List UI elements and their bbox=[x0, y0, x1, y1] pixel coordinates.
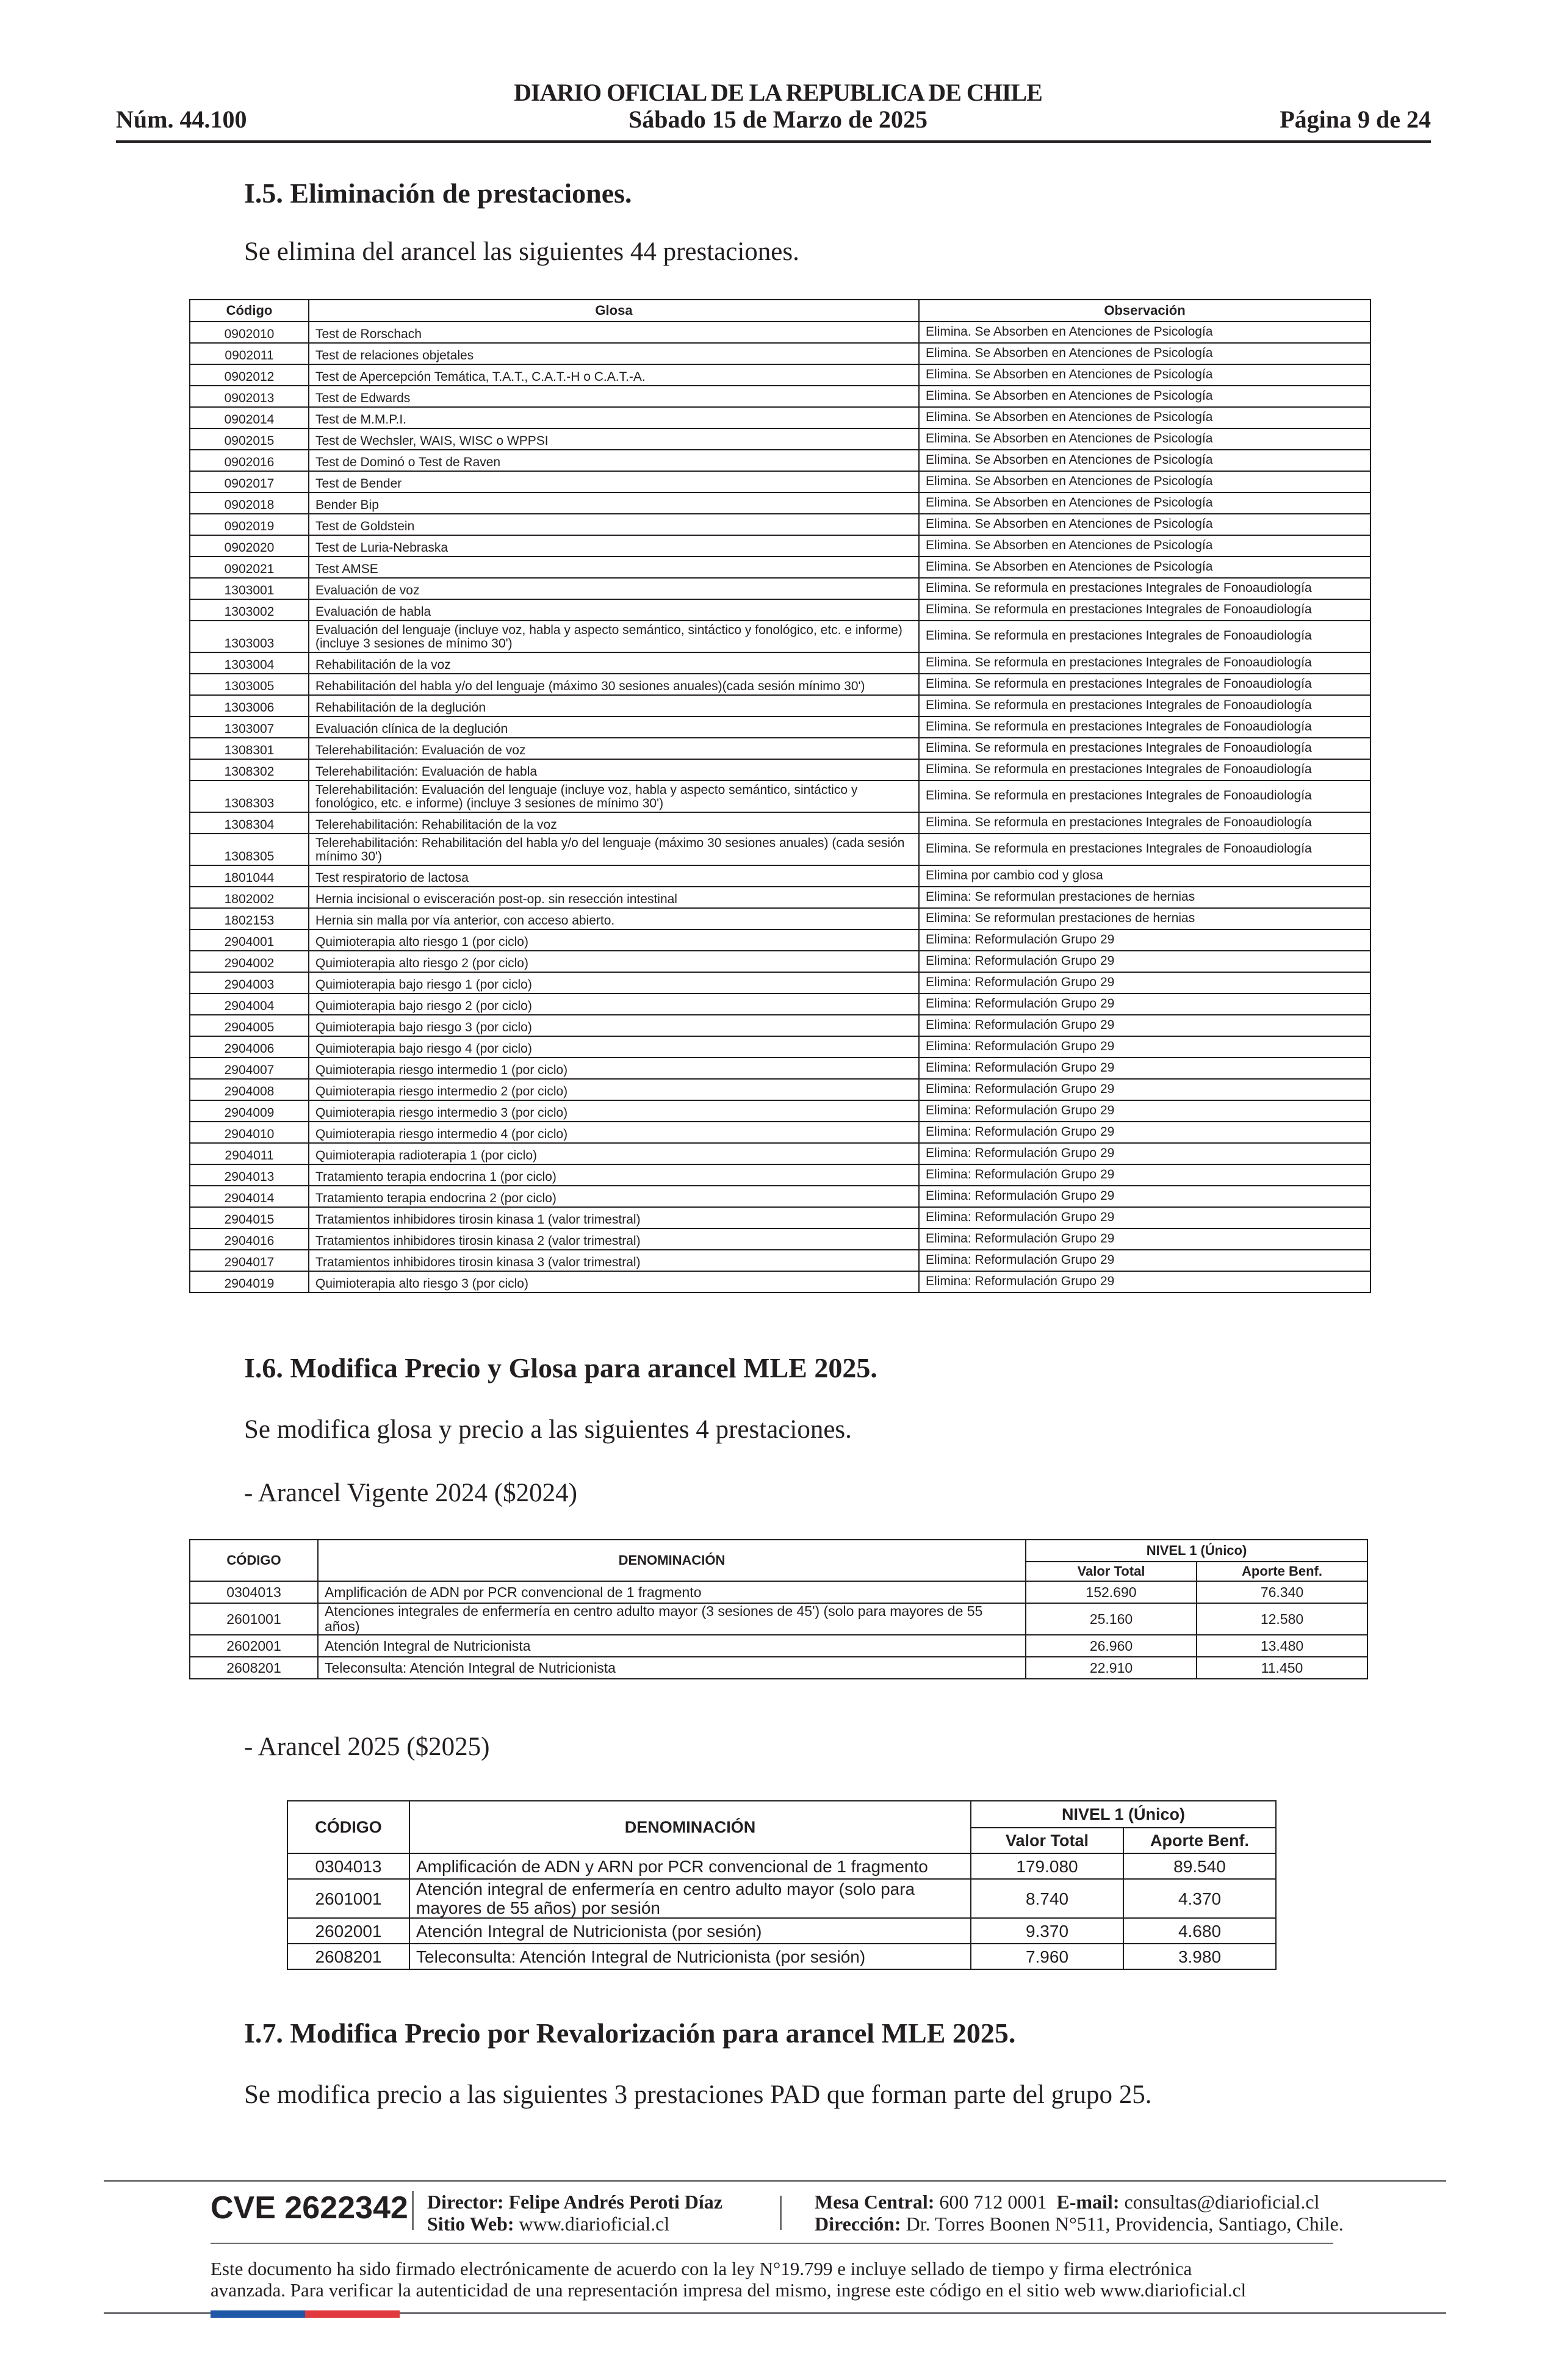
cell-glosa: Test de Apercepción Temática, T.A.T., C.A.T.-H o C.A.T.-A. bbox=[309, 364, 919, 386]
cell-glosa: Telerehabilitación: Evaluación del lenguaje (incluye voz, habla y aspecto semántico, sintáctico y fonológico, etc. e informe) (incluye 3 sesiones de mínimo 30') bbox=[309, 781, 919, 812]
table-row bbox=[190, 407, 1371, 428]
cell-glosa: Test de Dominó o Test de Raven bbox=[309, 450, 919, 471]
col-header-aporte: Aporte Benf. bbox=[1123, 1828, 1276, 1853]
cell-denominacion: Atenciones integrales de enfermería en centro adulto mayor (3 sesiones de 45') (solo para mayores de 55 años) bbox=[318, 1603, 1026, 1635]
cell-denominacion: Atención Integral de Nutricionista (por sesión) bbox=[409, 1918, 971, 1944]
cell-codigo: 0902014 bbox=[190, 407, 309, 428]
cell-glosa: Evaluación de voz bbox=[309, 578, 919, 599]
cell-glosa: Test AMSE bbox=[309, 557, 919, 578]
cell-glosa: Quimioterapia riesgo intermedio 4 (por ciclo) bbox=[309, 1122, 919, 1143]
section-i7-intro: Se modifica precio a las siguientes 3 prestaciones PAD que forman parte del grupo 25. bbox=[244, 2080, 1152, 2109]
footer-top-rule bbox=[104, 2180, 1446, 2182]
cell-observacion: Elimina. Se reformula en prestaciones Integrales de Fonoaudiología bbox=[919, 759, 1371, 781]
cell-valor-total: 152.690 bbox=[1026, 1581, 1197, 1603]
table-row bbox=[190, 865, 1371, 887]
table-row bbox=[190, 716, 1371, 738]
table-header-row bbox=[190, 300, 1371, 322]
flag-stripe-red bbox=[305, 2310, 400, 2318]
table-row bbox=[190, 695, 1371, 716]
cell-glosa: Quimioterapia alto riesgo 3 (por ciclo) bbox=[309, 1271, 919, 1293]
cell-codigo: 1308302 bbox=[190, 759, 309, 781]
cell-aporte: 13.480 bbox=[1197, 1635, 1367, 1657]
cell-observacion: Elimina por cambio cod y glosa bbox=[919, 865, 1371, 887]
cell-codigo: 2904019 bbox=[190, 1271, 309, 1293]
cell-glosa: Test de Goldstein bbox=[309, 514, 919, 535]
direccion-label: Dirección: bbox=[815, 2213, 901, 2235]
cell-glosa: Test de Wechsler, WAIS, WISC o WPPSI bbox=[309, 428, 919, 450]
cell-observacion: Elimina. Se reformula en prestaciones Integrales de Fonoaudiología bbox=[919, 781, 1371, 812]
cell-observacion: Elimina. Se reformula en prestaciones Integrales de Fonoaudiología bbox=[919, 652, 1371, 674]
cell-observacion: Elimina. Se reformula en prestaciones Integrales de Fonoaudiología bbox=[919, 578, 1371, 599]
col-header-nivel: NIVEL 1 (Único) bbox=[1026, 1540, 1367, 1562]
table-row bbox=[287, 1853, 1276, 1879]
cell-aporte: 4.370 bbox=[1123, 1879, 1276, 1918]
cell-glosa: Tratamientos inhibidores tirosin kinasa 2 (valor trimestral) bbox=[309, 1228, 919, 1250]
cell-codigo: 0902018 bbox=[190, 492, 309, 514]
publication-date: Sábado 15 de Marzo de 2025 bbox=[629, 106, 927, 133]
table-row bbox=[190, 1015, 1371, 1036]
cell-codigo: 2904009 bbox=[190, 1100, 309, 1122]
table-row bbox=[190, 450, 1371, 471]
col-header-valor-total: Valor Total bbox=[1026, 1562, 1197, 1581]
cell-valor-total: 179.080 bbox=[971, 1853, 1123, 1879]
table-row bbox=[190, 599, 1371, 621]
cell-observacion: Elimina: Reformulación Grupo 29 bbox=[919, 1228, 1371, 1250]
table-row bbox=[190, 929, 1371, 951]
cell-observacion: Elimina. Se Absorben en Atenciones de Psicología bbox=[919, 343, 1371, 364]
cell-codigo: 0902010 bbox=[190, 322, 309, 343]
table-row bbox=[190, 1603, 1367, 1635]
cell-glosa: Quimioterapia bajo riesgo 4 (por ciclo) bbox=[309, 1036, 919, 1058]
cell-glosa: Test respiratorio de lactosa bbox=[309, 865, 919, 887]
arancel-2024-table bbox=[189, 1539, 1368, 1679]
section-i7-title: I.7. Modifica Precio por Revalorización para arancel MLE 2025. bbox=[244, 2018, 1016, 2049]
col-header-codigo: Código bbox=[190, 300, 309, 322]
cell-glosa: Quimioterapia radioterapia 1 (por ciclo) bbox=[309, 1143, 919, 1164]
col-header-valor-total: Valor Total bbox=[971, 1828, 1123, 1853]
director-label: Director: bbox=[427, 2191, 504, 2213]
table-row bbox=[190, 1186, 1371, 1207]
mesa-label: Mesa Central: bbox=[815, 2191, 935, 2213]
table-row bbox=[190, 428, 1371, 450]
table-row bbox=[190, 887, 1371, 908]
table-row bbox=[190, 972, 1371, 993]
flag-stripe-blue bbox=[211, 2310, 305, 2318]
cell-glosa: Telerehabilitación: Evaluación de voz bbox=[309, 738, 919, 759]
table-row bbox=[190, 1250, 1371, 1271]
publication-title: DIARIO OFICIAL DE LA REPUBLICA DE CHILE bbox=[514, 79, 1042, 106]
cell-codigo: 1303004 bbox=[190, 652, 309, 674]
cell-codigo: 0902016 bbox=[190, 450, 309, 471]
cell-observacion: Elimina. Se Absorben en Atenciones de Psicología bbox=[919, 535, 1371, 557]
footer-legal-notice bbox=[211, 2258, 1370, 2301]
cell-observacion: Elimina. Se reformula en prestaciones Integrales de Fonoaudiología bbox=[919, 716, 1371, 738]
page-indicator: Página 9 de 24 bbox=[1280, 106, 1431, 133]
table-row bbox=[190, 1122, 1371, 1143]
cell-observacion: Elimina: Reformulación Grupo 29 bbox=[919, 1079, 1371, 1100]
cell-codigo: 0902017 bbox=[190, 471, 309, 492]
table-row bbox=[190, 738, 1371, 759]
cell-observacion: Elimina. Se Absorben en Atenciones de Psicología bbox=[919, 492, 1371, 514]
cell-aporte: 76.340 bbox=[1197, 1581, 1367, 1603]
cell-codigo: 2602001 bbox=[190, 1635, 318, 1657]
mesa-phone: 600 712 0001 bbox=[939, 2191, 1047, 2213]
table-row bbox=[190, 557, 1371, 578]
cell-codigo: 1303003 bbox=[190, 621, 309, 652]
cell-aporte: 3.980 bbox=[1123, 1944, 1276, 1969]
table-row bbox=[190, 1143, 1371, 1164]
cell-glosa: Quimioterapia alto riesgo 2 (por ciclo) bbox=[309, 951, 919, 972]
cell-denominacion: Amplificación de ADN y ARN por PCR convencional de 1 fragmento bbox=[409, 1853, 971, 1879]
cell-observacion: Elimina. Se Absorben en Atenciones de Psicología bbox=[919, 450, 1371, 471]
table-row bbox=[190, 322, 1371, 343]
cell-glosa: Bender Bip bbox=[309, 492, 919, 514]
cell-glosa: Tratamientos inhibidores tirosin kinasa 1 (valor trimestral) bbox=[309, 1207, 919, 1228]
section-i5-title: I.5. Eliminación de prestaciones. bbox=[244, 178, 632, 209]
cell-glosa: Rehabilitación del habla y/o del lenguaje (máximo 30 sesiones anuales)(cada sesión mínimo 30') bbox=[309, 674, 919, 695]
table-row bbox=[190, 1657, 1367, 1679]
table-row bbox=[190, 993, 1371, 1015]
cell-glosa: Quimioterapia alto riesgo 1 (por ciclo) bbox=[309, 929, 919, 951]
cell-codigo: 1802002 bbox=[190, 887, 309, 908]
cell-observacion: Elimina. Se Absorben en Atenciones de Psicología bbox=[919, 514, 1371, 535]
cve-code: CVE 2622342 bbox=[211, 2190, 408, 2226]
cell-glosa: Tratamiento terapia endocrina 1 (por ciclo) bbox=[309, 1164, 919, 1186]
cell-observacion: Elimina. Se reformula en prestaciones Integrales de Fonoaudiología bbox=[919, 834, 1371, 865]
cell-codigo: 2601001 bbox=[287, 1879, 409, 1918]
cell-codigo: 0902021 bbox=[190, 557, 309, 578]
col-header-aporte: Aporte Benf. bbox=[1197, 1562, 1367, 1581]
cell-valor-total: 26.960 bbox=[1026, 1635, 1197, 1657]
cell-glosa: Evaluación del lenguaje (incluye voz, habla y aspecto semántico, sintáctico y fonológico, etc. e informe) (incluye 3 sesiones de mínimo 30') bbox=[309, 621, 919, 652]
cell-denominacion: Atención integral de enfermería en centro adulto mayor (solo para mayores de 55 años) por sesión bbox=[409, 1879, 971, 1918]
table-row bbox=[190, 834, 1371, 865]
header-rule bbox=[116, 140, 1431, 143]
web-label: Sitio Web: bbox=[427, 2213, 514, 2235]
cell-observacion: Elimina. Se reformula en prestaciones Integrales de Fonoaudiología bbox=[919, 599, 1371, 621]
cell-aporte: 12.580 bbox=[1197, 1603, 1367, 1635]
table-row bbox=[190, 759, 1371, 781]
cell-codigo: 2904006 bbox=[190, 1036, 309, 1058]
cell-codigo: 2904014 bbox=[190, 1186, 309, 1207]
cell-glosa: Quimioterapia riesgo intermedio 2 (por ciclo) bbox=[309, 1079, 919, 1100]
cell-observacion: Elimina. Se reformula en prestaciones Integrales de Fonoaudiología bbox=[919, 812, 1371, 834]
cell-denominacion: Amplificación de ADN por PCR convencional de 1 fragmento bbox=[318, 1581, 1026, 1603]
cell-glosa: Rehabilitación de la voz bbox=[309, 652, 919, 674]
cell-observacion: Elimina. Se reformula en prestaciones Integrales de Fonoaudiología bbox=[919, 695, 1371, 716]
cell-observacion: Elimina: Reformulación Grupo 29 bbox=[919, 993, 1371, 1015]
cell-glosa: Quimioterapia bajo riesgo 3 (por ciclo) bbox=[309, 1015, 919, 1036]
cell-glosa: Tratamiento terapia endocrina 2 (por ciclo) bbox=[309, 1186, 919, 1207]
cell-observacion: Elimina: Reformulación Grupo 29 bbox=[919, 1100, 1371, 1122]
cell-observacion: Elimina: Reformulación Grupo 29 bbox=[919, 1164, 1371, 1186]
director-name: Felipe Andrés Peroti Díaz bbox=[508, 2191, 722, 2213]
table-row bbox=[190, 386, 1371, 407]
table-row bbox=[190, 674, 1371, 695]
cell-codigo: 2904008 bbox=[190, 1079, 309, 1100]
cell-observacion: Elimina: Reformulación Grupo 29 bbox=[919, 1271, 1371, 1293]
cell-codigo: 2608201 bbox=[287, 1944, 409, 1969]
cell-codigo: 1303005 bbox=[190, 674, 309, 695]
cell-codigo: 2904005 bbox=[190, 1015, 309, 1036]
cell-glosa: Telerehabilitación: Rehabilitación del habla y/o del lenguaje (máximo 30 sesiones anuales) (cada sesión mínimo 30') bbox=[309, 834, 919, 865]
cell-observacion: Elimina. Se Absorben en Atenciones de Psicología bbox=[919, 428, 1371, 450]
legal-line-2: avanzada. Para verificar la autenticidad de una representación impresa del mismo, ingrese este código en el sitio web www.diarioficial.cl bbox=[211, 2279, 1247, 2301]
col-header-codigo: CÓDIGO bbox=[190, 1540, 318, 1581]
cell-glosa: Hernia incisional o evisceración post-op. sin resección intestinal bbox=[309, 887, 919, 908]
cell-codigo: 0902011 bbox=[190, 343, 309, 364]
cell-valor-total: 22.910 bbox=[1026, 1657, 1197, 1679]
cell-observacion: Elimina. Se Absorben en Atenciones de Psicología bbox=[919, 471, 1371, 492]
cell-codigo: 2904001 bbox=[190, 929, 309, 951]
cell-codigo: 1308304 bbox=[190, 812, 309, 834]
table-row bbox=[190, 1228, 1371, 1250]
cell-codigo: 2608201 bbox=[190, 1657, 318, 1679]
eliminated-services-table bbox=[189, 299, 1371, 1293]
section-i5-intro: Se elimina del arancel las siguientes 44 prestaciones. bbox=[244, 237, 799, 266]
cell-glosa: Test de relaciones objetales bbox=[309, 343, 919, 364]
table-row bbox=[190, 471, 1371, 492]
cell-codigo: 0902015 bbox=[190, 428, 309, 450]
cell-observacion: Elimina. Se Absorben en Atenciones de Psicología bbox=[919, 386, 1371, 407]
cell-valor-total: 7.960 bbox=[971, 1944, 1123, 1969]
table-row bbox=[190, 343, 1371, 364]
cell-glosa: Test de Luria-Nebraska bbox=[309, 535, 919, 557]
cell-observacion: Elimina: Reformulación Grupo 29 bbox=[919, 1207, 1371, 1228]
col-header-observacion: Observación bbox=[919, 300, 1371, 322]
footer-divider bbox=[412, 2191, 414, 2230]
col-header-denominacion: DENOMINACIÓN bbox=[409, 1801, 971, 1853]
col-header-codigo: CÓDIGO bbox=[287, 1801, 409, 1853]
cell-observacion: Elimina. Se reformula en prestaciones Integrales de Fonoaudiología bbox=[919, 621, 1371, 652]
table-row bbox=[190, 1271, 1371, 1293]
cell-codigo: 1303002 bbox=[190, 599, 309, 621]
arancel-2025-label: - Arancel 2025 ($2025) bbox=[244, 1733, 490, 1761]
cell-codigo: 1801044 bbox=[190, 865, 309, 887]
table-row bbox=[190, 652, 1371, 674]
cell-glosa: Quimioterapia bajo riesgo 1 (por ciclo) bbox=[309, 972, 919, 993]
cell-glosa: Test de M.M.P.I. bbox=[309, 407, 919, 428]
table-row bbox=[287, 1944, 1276, 1969]
cell-glosa: Tratamientos inhibidores tirosin kinasa 3 (valor trimestral) bbox=[309, 1250, 919, 1271]
email-label: E-mail: bbox=[1056, 2191, 1120, 2213]
cell-observacion: Elimina: Se reformulan prestaciones de hernias bbox=[919, 887, 1371, 908]
table-row bbox=[190, 1635, 1367, 1657]
section-i6-intro: Se modifica glosa y precio a las siguientes 4 prestaciones. bbox=[244, 1415, 852, 1444]
cell-codigo: 0902013 bbox=[190, 386, 309, 407]
cell-aporte: 4.680 bbox=[1123, 1918, 1276, 1944]
cell-codigo: 1303001 bbox=[190, 578, 309, 599]
direccion-value: Dr. Torres Boonen N°511, Providencia, Santiago, Chile. bbox=[906, 2213, 1344, 2235]
table-row bbox=[287, 1918, 1276, 1944]
cell-observacion: Elimina: Reformulación Grupo 29 bbox=[919, 1186, 1371, 1207]
cell-denominacion: Atención Integral de Nutricionista bbox=[318, 1635, 1026, 1657]
table-row bbox=[190, 951, 1371, 972]
cell-observacion: Elimina. Se Absorben en Atenciones de Psicología bbox=[919, 364, 1371, 386]
footer-contact-block bbox=[815, 2191, 1344, 2235]
cell-glosa: Hernia sin malla por vía anterior, con acceso abierto. bbox=[309, 908, 919, 929]
table-row bbox=[190, 1079, 1371, 1100]
table-row bbox=[190, 535, 1371, 557]
table-row bbox=[190, 578, 1371, 599]
cell-observacion: Elimina. Se reformula en prestaciones Integrales de Fonoaudiología bbox=[919, 674, 1371, 695]
cell-glosa: Quimioterapia riesgo intermedio 1 (por ciclo) bbox=[309, 1058, 919, 1079]
cell-glosa: Telerehabilitación: Evaluación de habla bbox=[309, 759, 919, 781]
col-header-glosa: Glosa bbox=[309, 300, 919, 322]
cell-glosa: Evaluación de habla bbox=[309, 599, 919, 621]
table-row bbox=[190, 621, 1371, 652]
cell-observacion: Elimina. Se Absorben en Atenciones de Psicología bbox=[919, 322, 1371, 343]
web-link[interactable]: www.diarioficial.cl bbox=[519, 2213, 670, 2235]
cell-glosa: Rehabilitación de la deglución bbox=[309, 695, 919, 716]
cell-codigo: 2904011 bbox=[190, 1143, 309, 1164]
cell-observacion: Elimina: Reformulación Grupo 29 bbox=[919, 1015, 1371, 1036]
cell-codigo: 1303006 bbox=[190, 695, 309, 716]
section-i6-title: I.6. Modifica Precio y Glosa para arancel MLE 2025. bbox=[244, 1352, 877, 1383]
cell-observacion: Elimina: Reformulación Grupo 29 bbox=[919, 951, 1371, 972]
cell-glosa: Test de Edwards bbox=[309, 386, 919, 407]
cell-codigo: 2904017 bbox=[190, 1250, 309, 1271]
arancel-2025-table bbox=[287, 1800, 1277, 1970]
cell-glosa: Test de Bender bbox=[309, 471, 919, 492]
email-link[interactable]: consultas@diarioficial.cl bbox=[1124, 2191, 1320, 2213]
cell-glosa: Telerehabilitación: Rehabilitación de la voz bbox=[309, 812, 919, 834]
cell-denominacion: Teleconsulta: Atención Integral de Nutricionista (por sesión) bbox=[409, 1944, 971, 1969]
table-row bbox=[190, 364, 1371, 386]
cell-glosa: Evaluación clínica de la deglución bbox=[309, 716, 919, 738]
table-row bbox=[190, 908, 1371, 929]
cell-observacion: Elimina: Reformulación Grupo 29 bbox=[919, 1036, 1371, 1058]
col-header-denominacion: DENOMINACIÓN bbox=[318, 1540, 1026, 1581]
cell-codigo: 2602001 bbox=[287, 1918, 409, 1944]
footer-mid-rule bbox=[211, 2243, 1333, 2244]
issue-number: Núm. 44.100 bbox=[116, 106, 247, 133]
cell-aporte: 11.450 bbox=[1197, 1657, 1367, 1679]
cell-codigo: 2904002 bbox=[190, 951, 309, 972]
table-row bbox=[190, 1164, 1371, 1186]
cell-codigo: 1802153 bbox=[190, 908, 309, 929]
cell-codigo: 2904007 bbox=[190, 1058, 309, 1079]
footer-director-block bbox=[427, 2191, 722, 2235]
cell-codigo: 2904013 bbox=[190, 1164, 309, 1186]
cell-observacion: Elimina. Se Absorben en Atenciones de Psicología bbox=[919, 407, 1371, 428]
table-row bbox=[190, 1207, 1371, 1228]
table-row bbox=[287, 1879, 1276, 1918]
cell-codigo: 1308305 bbox=[190, 834, 309, 865]
table-row bbox=[190, 492, 1371, 514]
cell-codigo: 1308301 bbox=[190, 738, 309, 759]
cell-observacion: Elimina: Reformulación Grupo 29 bbox=[919, 972, 1371, 993]
cell-codigo: 0902019 bbox=[190, 514, 309, 535]
arancel-2024-label: - Arancel Vigente 2024 ($2024) bbox=[244, 1479, 577, 1507]
cell-observacion: Elimina: Reformulación Grupo 29 bbox=[919, 929, 1371, 951]
cell-observacion: Elimina: Reformulación Grupo 29 bbox=[919, 1250, 1371, 1271]
table-row bbox=[190, 1036, 1371, 1058]
footer-divider bbox=[780, 2196, 782, 2230]
cell-observacion: Elimina: Reformulación Grupo 29 bbox=[919, 1058, 1371, 1079]
cell-codigo: 0304013 bbox=[287, 1853, 409, 1879]
cell-codigo: 2904016 bbox=[190, 1228, 309, 1250]
cell-codigo: 0902020 bbox=[190, 535, 309, 557]
cell-aporte: 89.540 bbox=[1123, 1853, 1276, 1879]
cell-valor-total: 25.160 bbox=[1026, 1603, 1197, 1635]
cell-glosa: Test de Rorschach bbox=[309, 322, 919, 343]
cell-observacion: Elimina: Se reformulan prestaciones de hernias bbox=[919, 908, 1371, 929]
cell-glosa: Quimioterapia bajo riesgo 2 (por ciclo) bbox=[309, 993, 919, 1015]
cell-codigo: 2904003 bbox=[190, 972, 309, 993]
cell-codigo: 0902012 bbox=[190, 364, 309, 386]
cell-codigo: 2904004 bbox=[190, 993, 309, 1015]
legal-line-1: Este documento ha sido firmado electrónicamente de acuerdo con la ley N°19.799 e incluye sellado de tiempo y firma electrónica bbox=[211, 2258, 1192, 2279]
table-row bbox=[190, 1100, 1371, 1122]
cell-codigo: 1303007 bbox=[190, 716, 309, 738]
cell-codigo: 2904010 bbox=[190, 1122, 309, 1143]
cell-codigo: 1308303 bbox=[190, 781, 309, 812]
cell-codigo: 0304013 bbox=[190, 1581, 318, 1603]
table-row bbox=[190, 781, 1371, 812]
cell-observacion: Elimina. Se Absorben en Atenciones de Psicología bbox=[919, 557, 1371, 578]
cell-observacion: Elimina. Se reformula en prestaciones Integrales de Fonoaudiología bbox=[919, 738, 1371, 759]
cell-codigo: 2601001 bbox=[190, 1603, 318, 1635]
col-header-nivel: NIVEL 1 (Único) bbox=[971, 1801, 1276, 1828]
table-row bbox=[190, 812, 1371, 834]
table-row bbox=[190, 1058, 1371, 1079]
cell-observacion: Elimina: Reformulación Grupo 29 bbox=[919, 1143, 1371, 1164]
cell-observacion: Elimina: Reformulación Grupo 29 bbox=[919, 1122, 1371, 1143]
cell-valor-total: 8.740 bbox=[971, 1879, 1123, 1918]
cell-codigo: 2904015 bbox=[190, 1207, 309, 1228]
cell-denominacion: Teleconsulta: Atención Integral de Nutricionista bbox=[318, 1657, 1026, 1679]
cell-glosa: Quimioterapia riesgo intermedio 3 (por ciclo) bbox=[309, 1100, 919, 1122]
table-row bbox=[190, 514, 1371, 535]
table-row bbox=[190, 1581, 1367, 1603]
cell-valor-total: 9.370 bbox=[971, 1918, 1123, 1944]
